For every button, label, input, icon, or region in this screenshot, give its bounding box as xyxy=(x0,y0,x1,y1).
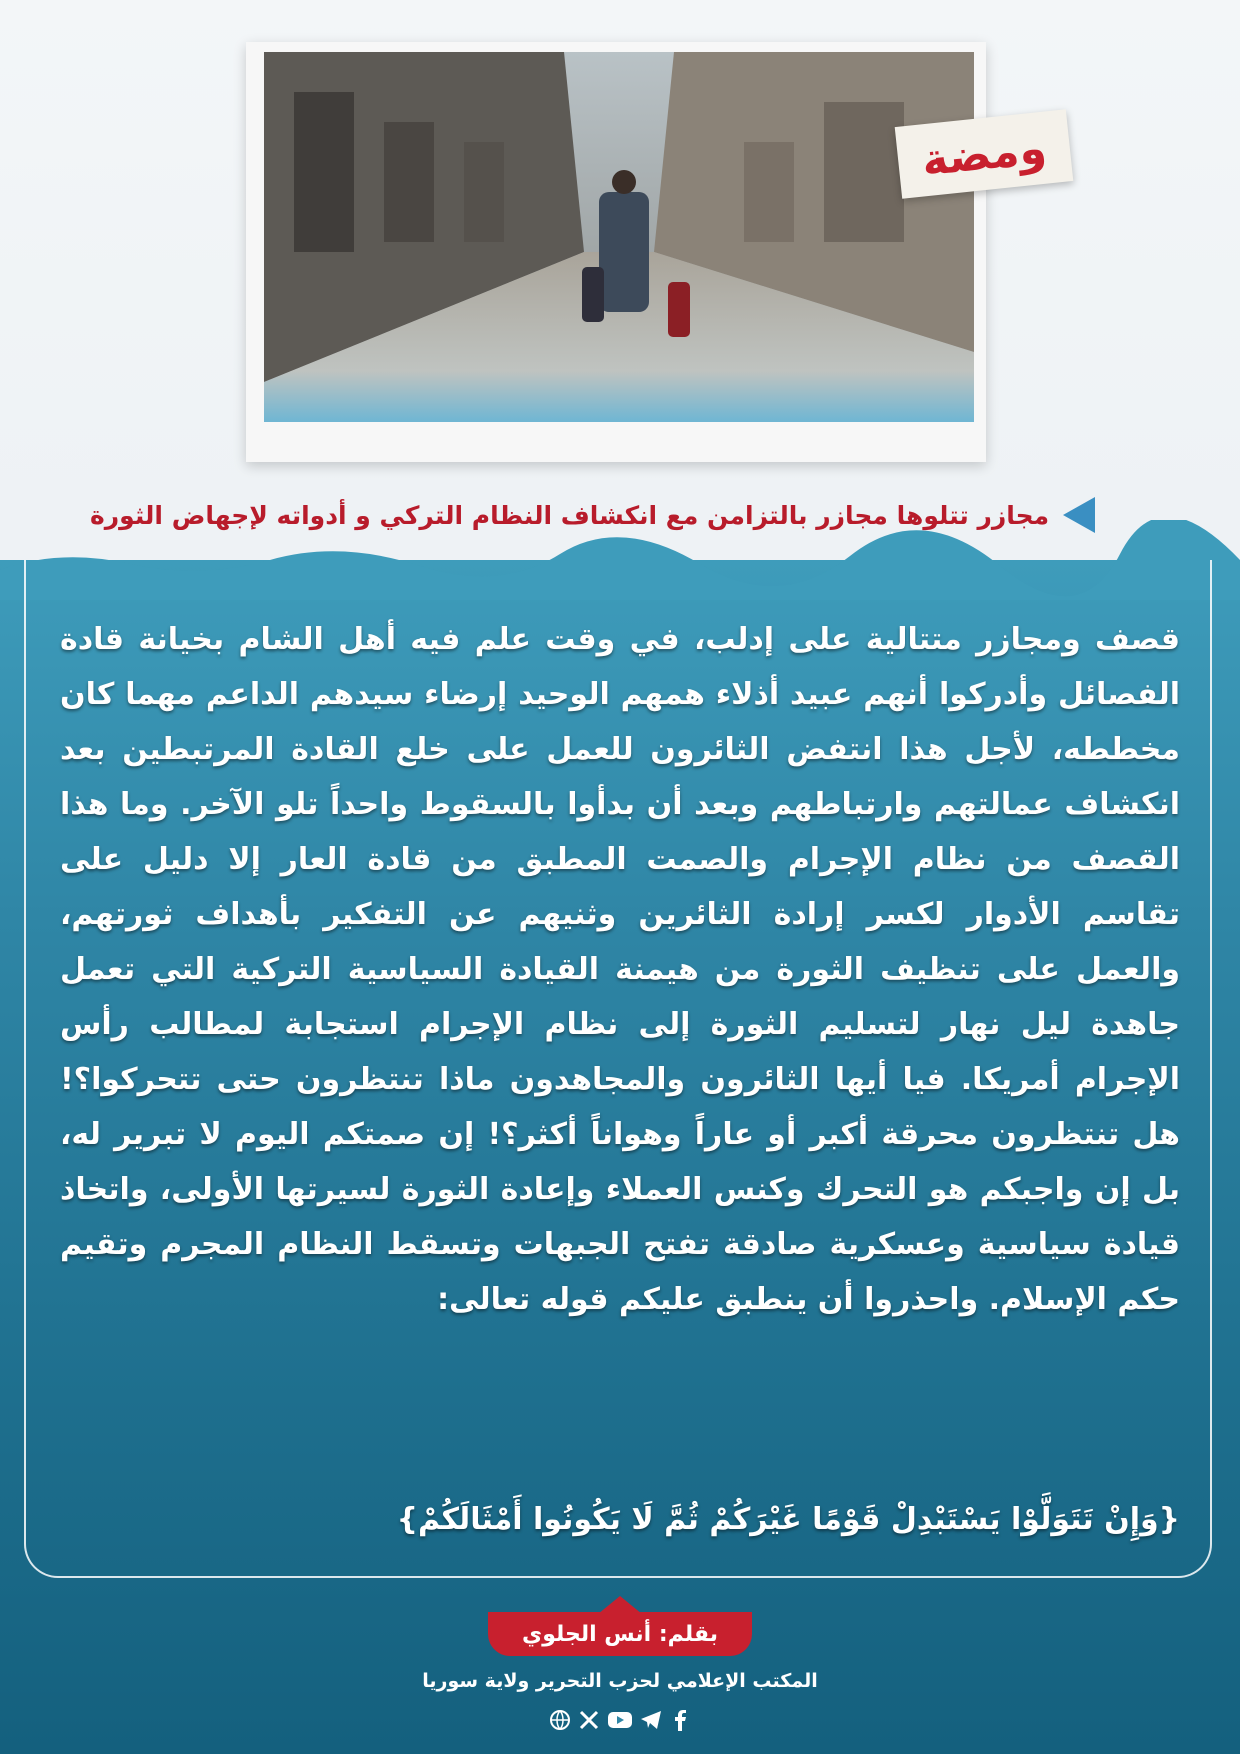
triangle-arrow-icon xyxy=(1063,497,1095,533)
article-body: قصف ومجازر متتالية على إدلب، في وقت علم فيه أهل الشام بخيانة قادة الفصائل وأدركوا أنهم عبيد أذلاء همهم الوحيد إرضاء سيدهم الداعم مهما كان مخططه، لأجل هذا انتفض الثائرون للعمل على خلع القادة المرتبطين بعد انكشاف عمالتهم وارتباطهم وبعد أن بدأوا بالسقوط واحداً تلو الآخر. وما هذا القصف من نظام الإجرام والصمت المطبق من قادة العار إلا دليل على تقاسم الأدوار لكسر إرادة الثائرين وثنيهم عن التفكير بأهداف ثورتهم، والعمل على تنظيف الثورة من هيمنة القيادة السياسية التركية التي تعمل جاهدة ليل نهار لتسليم الثورة إلى نظام الإجرام استجابة لمطالب رأس الإجرام أمريكا. فيا أيها الثائرون والمجاهدون ماذا تنتظرون حتى تتحركوا؟! هل تنتظرون محرقة أكبر أو عاراً وهواناً أكثر؟! إن صمتكم اليوم لا تبرير له، بل إن واجبكم هو التحرك وكنس العملاء وإعادة الثورة لسيرتها الأولى، واتخاذ قيادة سياسية وعسكرية صادقة تفتح الجبهات وتسقط النظام المجرم وتقيم حكم الإسلام. واحذروا أن ينطبق عليكم قوله تعالى: xyxy=(60,622,1180,1317)
photo-frame xyxy=(246,42,986,462)
website-icon[interactable] xyxy=(548,1707,572,1733)
headline: مجازر تتلوها مجازر بالتزامن مع انكشاف النظام التركي و أدواته لإجهاض الثورة xyxy=(90,500,1050,530)
x-icon[interactable] xyxy=(578,1707,602,1733)
youtube-icon[interactable] xyxy=(607,1707,633,1733)
facebook-icon[interactable] xyxy=(669,1707,693,1733)
headline-row xyxy=(90,490,1145,540)
author-badge xyxy=(488,1596,752,1658)
stamp-text: ومضة xyxy=(919,122,1049,186)
author-name: بقلم: أنس الجلوي xyxy=(488,1612,752,1656)
media-office-name: المكتب الإعلامي لحزب التحرير ولاية سوريا xyxy=(422,1670,818,1692)
telegram-icon[interactable] xyxy=(639,1707,663,1733)
social-links xyxy=(548,1706,692,1734)
destroyed-street-photo xyxy=(264,52,974,422)
quran-verse: {وَإِنْ تَتَوَلَّوْا يَسْتَبْدِلْ قَوْمًا غَيْرَكُمْ ثُمَّ لَا يَكُونُوا أَمْثَالَكُمْ} xyxy=(396,1502,1180,1537)
